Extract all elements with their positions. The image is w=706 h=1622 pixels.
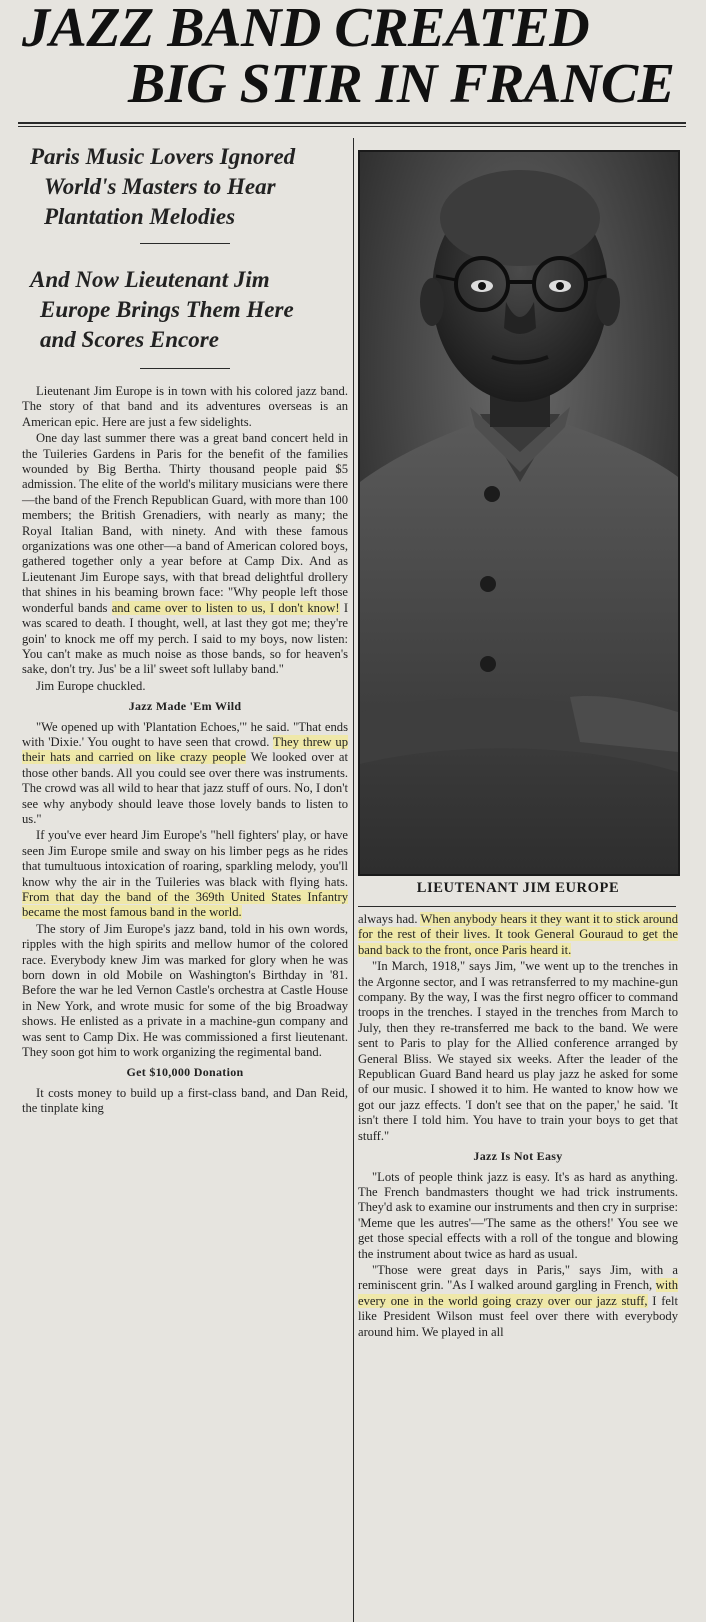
deck-1 <box>24 142 354 232</box>
paragraph-lots: "Lots of people think jazz is easy. It's as hard as anything. The French bandmasters thought we had trick instruments. They'd ask to examine our instruments and then cry in surprise: 'Meme que les autres'—'The same as the others!' You see we get those special effects with a roll of the tongue and blowing the instrument about twice as hard as usual. <box>358 1169 678 1261</box>
concert-text-continued: I was scared to death. I thought, well, at last they got me; they're goin' to knock me off my perch. I said to my boys, now listen: You can't make as much noise as those bands, so for heaven's sake, don't try. Jus' be a lil' sweet soft lullaby band." <box>22 600 349 677</box>
portrait-illustration <box>360 152 678 874</box>
right-column <box>358 912 678 1341</box>
opened-text-continued: We looked over at those other bands. All you could see over there was instruments. The crowd was all wild to hear that jazz stuff of ours. No, I don't see why anybody should leave those lovely bands to listen to us." <box>22 750 348 826</box>
deck-2 <box>24 265 354 355</box>
left-column <box>22 384 348 1118</box>
deck-2-line-1: And Now Lieutenant Jim <box>30 267 270 292</box>
deck-divider-2 <box>140 368 230 369</box>
highlighted-text: with every one in the world going crazy over our jazz stuff, <box>358 1278 678 1308</box>
paragraph-march: "In March, 1918," says Jim, "we went up to the trenches in the Argonne sector, and I was retransferred to my machine-gun company. By the way, I was the first negro officer to command troops in the trenches. I stayed in the trenches from March to July, then they re-transferred me back to the band. We were sent to Paris to play for the Allied conference arranged by General Bliss. We stayed six weeks. After the leader of the Republican Guard Band heard us play jazz he asked for some of our music. I showed it to him. He wanted to know how we got our jazz effects. 'I don't see that on the paper,' he said. 'It isn't there I told him. You have to train your boys to get that stuff." <box>358 959 678 1143</box>
deck-1-line-2: World's Masters to Hear <box>44 174 276 199</box>
highlighted-text: They threw up their hats and carried on like crazy people <box>22 734 348 765</box>
subhead-jazz-made-em-wild: Jazz Made 'Em Wild <box>128 699 242 714</box>
deck-2-line-2: Europe Brings Them Here <box>40 297 294 322</box>
paragraph-hell-fighters <box>22 828 348 920</box>
subhead-jazz-not-easy: Jazz Is Not Easy <box>473 1149 563 1164</box>
paragraph-great-days <box>358 1263 678 1340</box>
headline-line-2: BIG STIR IN FRANCE <box>128 53 675 115</box>
deck-divider <box>140 243 230 244</box>
opened-text: "We opened up with 'Plantation Echoes,'" he said. "That ends with 'Dixie.' You ought to have seen that crowd. <box>22 719 348 749</box>
fighters-text: If you've ever heard Jim Europe's "hell fighters' play, or have seen Jim Europe smile and sway on his limber pegs as he rides that tumultuous intoxication of roaring, sparkling melody, you'll know why the air in the Tuileries was black with flying hats. <box>22 828 348 889</box>
subhead-donation: Get $10,000 Donation <box>126 1065 244 1080</box>
headline-rule-thin <box>18 126 686 127</box>
column-rule <box>353 138 354 1622</box>
highlighted-text: From that day the band of the 369th United States Infantry became the most famous band in the world. <box>22 890 348 920</box>
paragraph-always <box>358 912 678 958</box>
deck-2-line-3: and Scores Encore <box>40 327 219 352</box>
paragraph-opened <box>22 720 348 828</box>
paragraph-costs: It costs money to build up a first-class band, and Dan Reid, the tinplate king <box>22 1085 348 1116</box>
great-days-text-continued: I felt like President Wilson must feel over there with everybody around him. We played in all <box>358 1293 678 1339</box>
paragraph-concert <box>22 431 348 678</box>
deck-1-line-3: Plantation Melodies <box>44 204 236 229</box>
portrait-photo <box>358 150 680 876</box>
headline-rule <box>18 122 686 124</box>
highlighted-text: When anybody hears it they want it to stick around for the rest of their lives. It took General Gouraud to get the band back to the front, once Paris heard it. <box>358 912 679 957</box>
photo-caption: LIEUTENANT JIM EUROPE <box>416 880 620 896</box>
always-text: always had. <box>358 912 421 926</box>
great-days-text: "Those were great days in Paris," says Jim, with a reminiscent grin. "As I walked around gargling in French, <box>358 1262 678 1293</box>
paragraph-story: The story of Jim Europe's jazz band, told in his own words, ripples with the high spirits and mellow humor of the colored race. Everybody knew Jim was marked for glory when he was born down in old Mobile on Washington's Birthday in '81. Before the war he led Vernon Castle's orchestra at Castle House in New York, and wrote music for some of the big Broadway shows. He enlisted as a private in a machine-gun company and was sent to Camp Dix. He was commissioned a first lieutenant. They soon got him to work organizing the regimental band. <box>22 921 348 1060</box>
highlighted-text: and came over to listen to us, I don't know! <box>111 600 340 615</box>
caption-rule <box>358 906 676 907</box>
paragraph-intro: Lieutenant Jim Europe is in town with his colored jazz band. The story of that band and its adventures overseas is an American epic. Here are just a few sidelights. <box>22 384 348 429</box>
deck-1-line-1: Paris Music Lovers Ignored <box>30 144 296 169</box>
paragraph-chuckled: Jim Europe chuckled. <box>36 678 146 693</box>
headline-line-1: JAZZ BAND CREATED <box>22 0 590 59</box>
concert-text: One day last summer there was a great band concert held in the Tuileries Gardens in Paris for the benefit of the families wounded by Big Bertha. Thirty thousand people paid $5 admission. The elite of the world's military musicians were there—the band of the French Republican Guard, with more than 100 members; the British Grenadiers, with nearly as many; the Royal Italian Band, with ninety. And with these famous organizations was one other—a band of American colored boys, gathered together only a year before at Camp Dix. And as Lieutenant Jim Europe says, with that bread delightful drollery that shines in his beaming brown face: "Why people left those wonderful bands <box>22 431 348 615</box>
